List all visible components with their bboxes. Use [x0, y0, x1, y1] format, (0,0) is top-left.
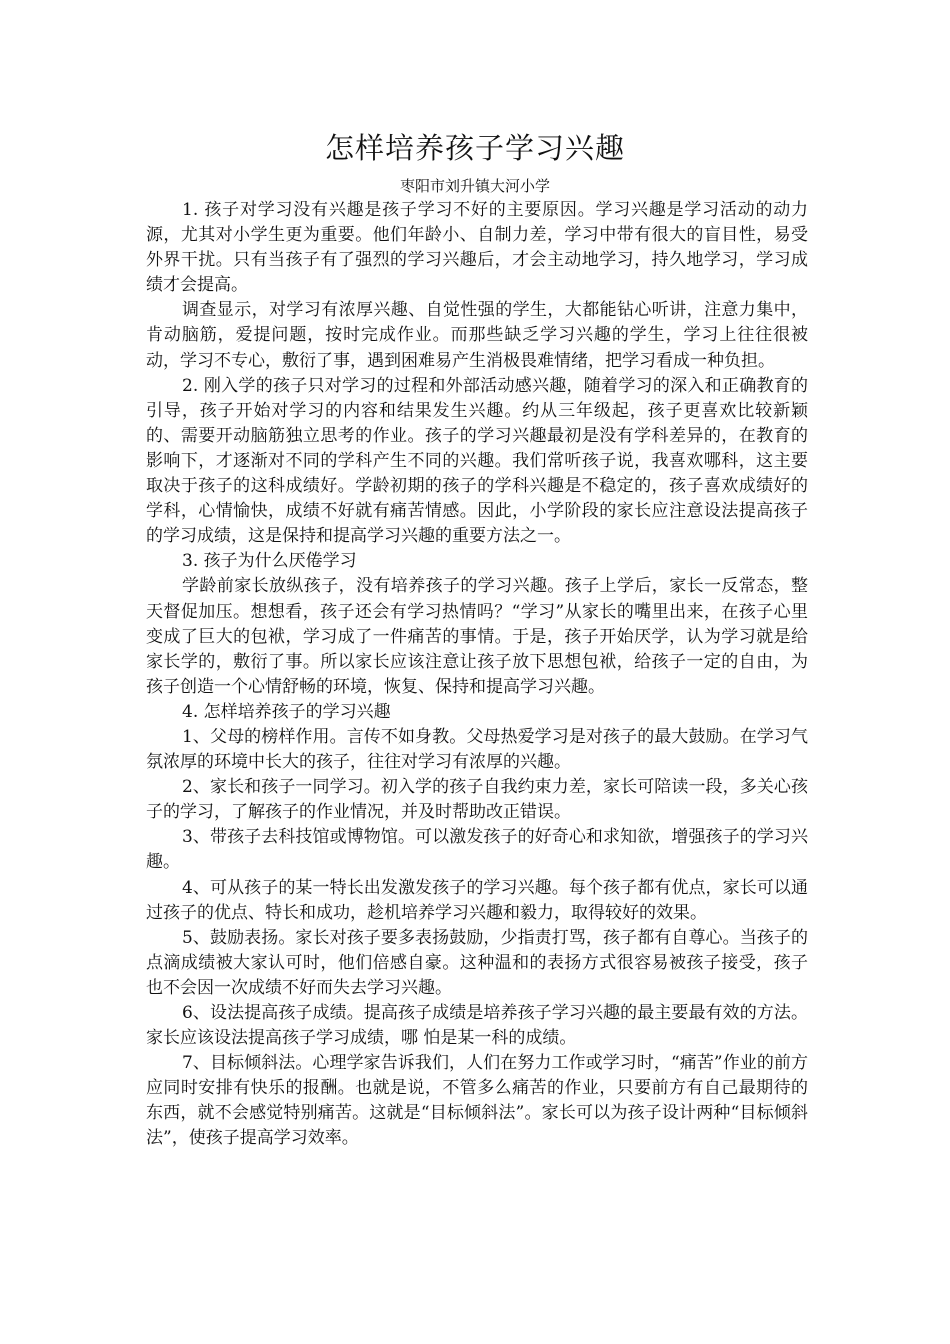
- list-item: 1、父母的榜样作用。言传不如身教。父母热爱学习是对孩子的最大鼓励。在学习气氛浓厚的环境中长大的孩子，往往对学习有浓厚的兴趣。: [146, 726, 808, 773]
- list-item: 7、目标倾斜法。心理学家告诉我们，人们在努力工作或学习时，“痛苦”作业的前方应同时安排有快乐的报酬。也就是说，不管多么痛苦的作业，只要前方有自己最期待的东西，就不会感觉特别痛苦。这就是“目标倾斜法”。家长可以为孩子设计两种“目标倾斜法”，使孩子提高学习效率。: [146, 1053, 808, 1149]
- document-body: [146, 198, 808, 1152]
- list-item: 5、鼓励表扬。家长对孩子要多表扬鼓励，少指责打骂，孩子都有自尊心。当孩子的点滴成绩被大家认可时，他们倍感自豪。这种温和的表扬方式很容易被孩子接受，孩子也不会因一次成绩不好而失去学习兴趣。: [146, 927, 808, 998]
- section-heading: 3. 孩子为什么厌倦学习: [182, 551, 357, 572]
- paragraph: 2. 刚入学的孩子只对学习的过程和外部活动感兴趣，随着学习的深入和正确教育的引导，孩子开始对学习的内容和结果发生兴趣。约从三年级起，孩子更喜欢比较新颖的、需要开动脑筋独立思考的作业。孩子的学习兴趣最初是没有学科差异的，在教育的影响下，才逐渐对不同的学科产生不同的兴趣。我们常听孩子说，我喜欢哪科，这主要取决于孩子的这科成绩好。学龄初期的孩子的学科兴趣是不稳定的，孩子喜欢成绩好的学科，心情愉快，成绩不好就有痛苦情感。因此，小学阶段的家长应注意设法提高孩子的学习成绩，这是保持和提高学习兴趣的重要方法之一。: [146, 375, 808, 547]
- paragraph: 学龄前家长放纵孩子，没有培养孩子的学习兴趣。孩子上学后，家长一反常态，整天督促加压。想想看，孩子还会有学习热情吗？“学习”从家长的嘴里出来，在孩子心里变成了巨大的包袱，学习成了一件痛苦的事情。于是，孩子开始厌学，认为学习就是给家长学的，敷衍了事。所以家长应该注意让孩子放下思想包袱，给孩子一定的自由，为孩子创造一个心情舒畅的环境，恢复、保持和提高学习兴趣。: [146, 576, 808, 697]
- list-item: 6、设法提高孩子成绩。提高孩子成绩是培养孩子学习兴趣的最主要最有效的方法。家长应该设法提高孩子学习成绩，哪 怕是某一科的成绩。: [146, 1003, 808, 1049]
- section-heading: 4. 怎样培养孩子的学习兴趣: [182, 701, 391, 722]
- list-item: 4、可从孩子的某一特长出发激发孩子的学习兴趣。每个孩子都有优点，家长可以通过孩子的优点、特长和成功，趁机培养学习兴趣和毅力，取得较好的效果。: [146, 877, 808, 923]
- paragraph: 1. 孩子对学习没有兴趣是孩子学习不好的主要原因。学习兴趣是学习活动的动力源，尤其对小学生更为重要。他们年龄小、自制力差，学习中带有很大的盲目性，易受外界干扰。只有当孩子有了强烈的学习兴趣后，才会主动地学习，持久地学习，学习成绩才会提高。: [146, 200, 808, 296]
- list-item: 2、家长和孩子一同学习。初入学的孩子自我约束力差，家长可陪读一段，多关心孩子的学习，了解孩子的作业情况，并及时帮助改正错误。: [146, 777, 808, 823]
- list-item: 3、带孩子去科技馆或博物馆。可以激发孩子的好奇心和求知欲，增强孩子的学习兴趣。: [146, 827, 808, 873]
- document-title: 怎样培养孩子学习兴趣: [324, 131, 625, 165]
- paragraph: 调查显示，对学习有浓厚兴趣、自觉性强的学生，大都能钻心听讲，注意力集中，肯动脑筋，爱提问题，按时完成作业。而那些缺乏学习兴趣的学生，学习上往往很被动，学习不专心，敷衍了事，遇到困难易产生消极畏难情绪，把学习看成一种负担。: [146, 300, 808, 371]
- document-subtitle: 枣阳市刘升镇大河小学: [399, 177, 550, 195]
